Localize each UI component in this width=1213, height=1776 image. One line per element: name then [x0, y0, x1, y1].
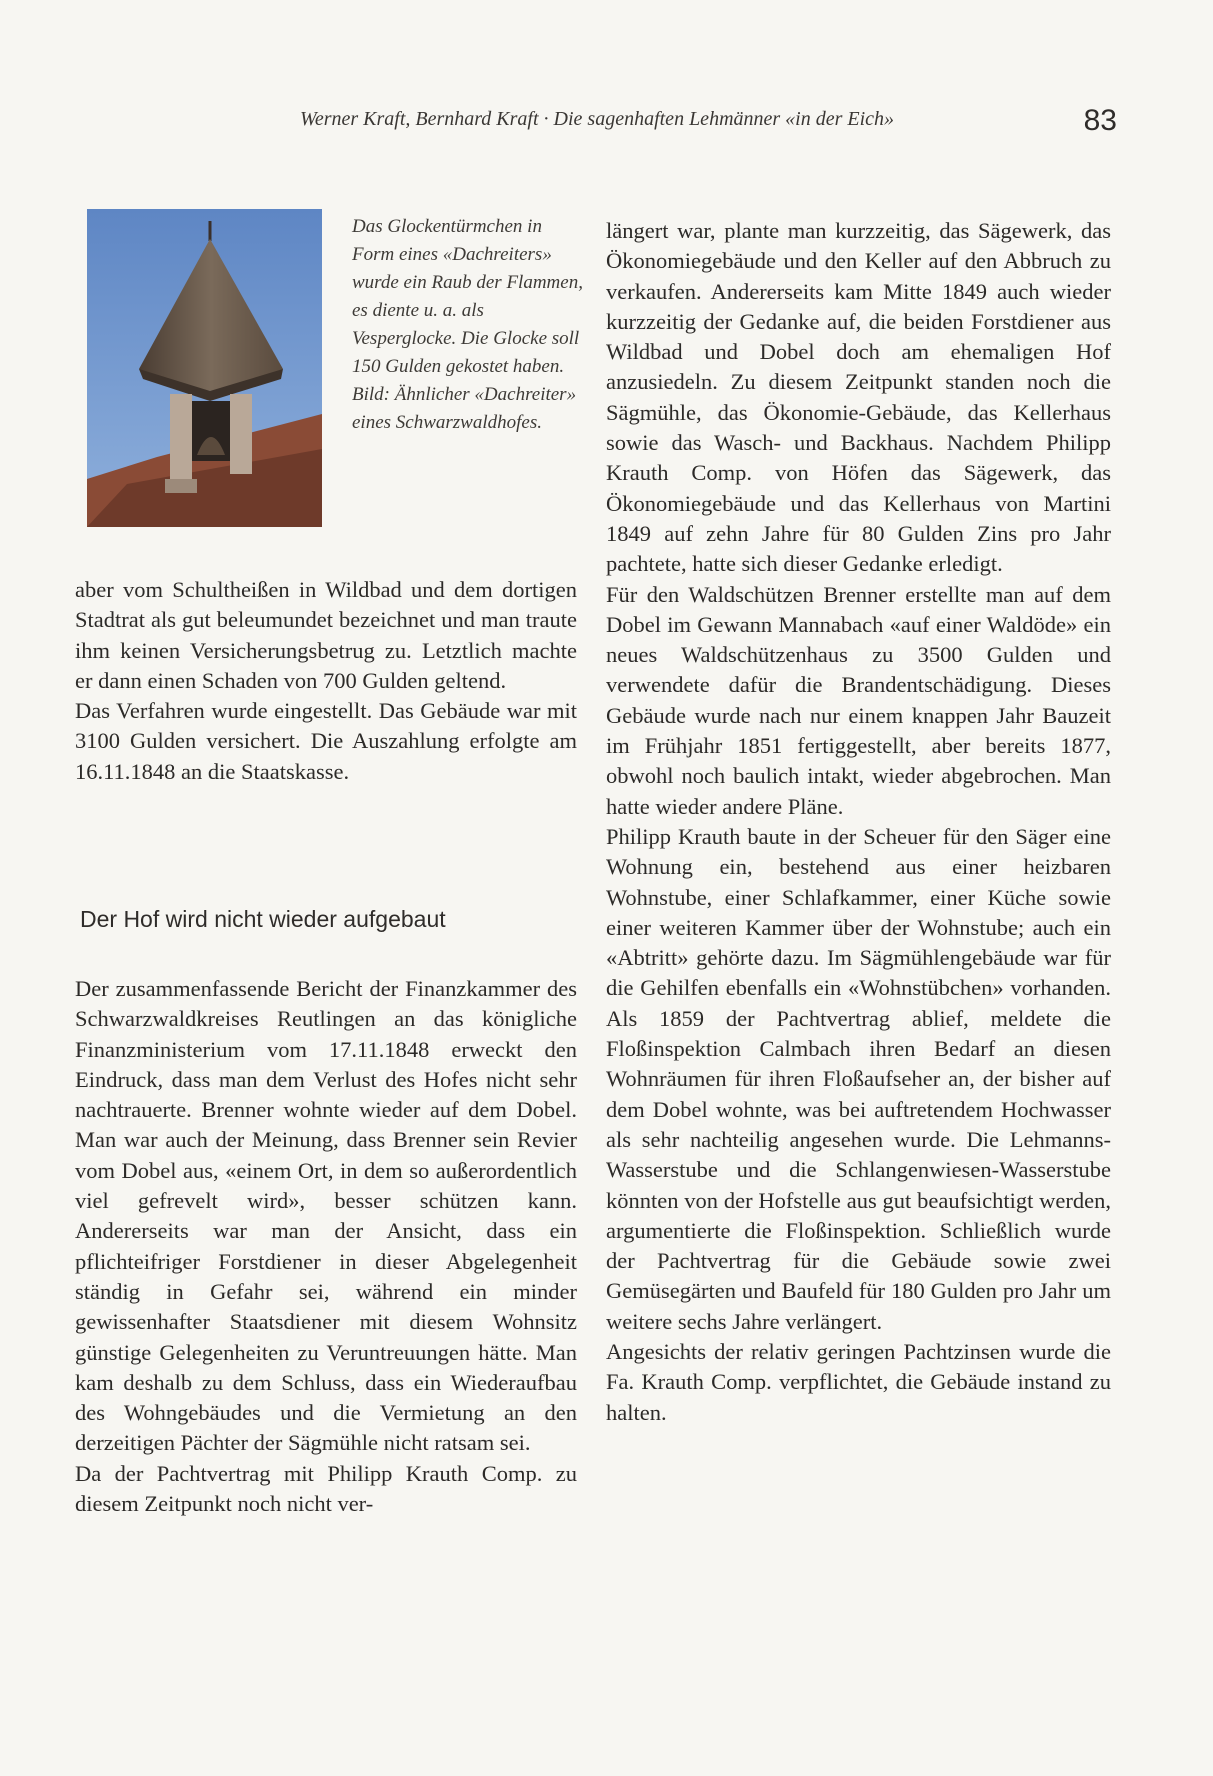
- paragraph: Das Verfahren wurde eingestellt. Das Gebäude war mit 3100 Gulden versichert. Die Auszahlung erfolgte am 16.11.1848 an die Staatskasse.: [75, 698, 577, 784]
- paragraph: Für den Waldschützen Brenner erstellte man auf dem Dobel im Gewann Mannabach «auf einer Waldöde» ein neues Waldschützenhaus zu 3500 Gulden und verwendete dafür die Brandentschädigung. Dieses Gebäude wurde nach nur einem knappen Jahr Bauzeit im Frühjahr 1851 fertiggestellt, aber bereits 1877, obwohl noch baulich intakt, wieder abgebrochen. Man hatte wieder andere Pläne.: [606, 581, 1111, 819]
- section-heading: Der Hof wird nicht wieder aufgebaut: [80, 906, 446, 932]
- paragraph: Da der Pachtvertrag mit Philipp Krauth Comp. zu diesem Zeitpunkt noch nicht ver-: [75, 1460, 577, 1517]
- running-title: Werner Kraft, Bernhard Kraft · Die sagenhaften Lehmänner «in der Eich»: [300, 108, 895, 130]
- paragraph: aber vom Schultheißen in Wildbad und dem dortigen Stadtrat als gut beleumundet bezeichnet und man traute ihm keinen Versicherungsbetrug zu. Letztlich machte er dann einen Schaden von 700 Gulden geltend.: [75, 577, 577, 693]
- page-number: 83: [1083, 104, 1117, 137]
- figure-caption: Das Glockentürmchen in Form eines «Dachreiters» wurde ein Raub der Flammen, es diente u. a. als Vesperglocke. Die Glocke soll 150 Gulden gekostet haben. Bild: Ähnlicher «Dachreiter» eines Schwarzwaldhofes.: [352, 216, 583, 433]
- left-column-top: [75, 575, 577, 787]
- left-column-bottom: [75, 974, 577, 1519]
- paragraph: längert war, plante man kurzzeitig, das Sägewerk, das Ökonomiegebäude und den Keller auf den Abbruch zu verkaufen. Andererseits kam Mitte 1849 auch wieder kurzzeitig der Gedanke auf, die beiden Forstdiener aus Wildbad und Dobel doch am ehemaligen Hof anzusiedeln. Zu diesem Zeitpunkt standen noch die Sägmühle, das Ökonomie-Gebäude, das Kellerhaus sowie das Wasch- und Backhaus. Nachdem Philipp Krauth Comp. von Höfen das Sägewerk, das Ökonomiegebäude und das Kellerhaus von Martini 1849 auf zehn Jahre für 80 Gulden Zins pro Jahr pachtete, hatte sich dieser Gedanke erledigt.: [606, 218, 1111, 577]
- right-column: [606, 216, 1111, 1428]
- paragraph: Philipp Krauth baute in der Scheuer für den Säger eine Wohnung ein, bestehend aus einer heizbaren Wohnstube, einer Schlafkammer, einer Küche sowie einer weiteren Kammer über der Wohnstube; auch ein «Abtritt» gehörte dazu. Im Sägmühlengebäude war für die Gehilfen ebenfalls ein «Wohnstübchen» vorhanden. Als 1859 der Pachtvertrag ablief, meldete die Floßinspektion Calmbach ihren Bedarf an diesen Wohnräumen für ihren Floßaufseher an, der bisher auf dem Dobel wohnte, was bei auftretendem Hochwasser als sehr nachteilig angesehen wurde. Die Lehmanns-Wasserstube und die Schlangenwiesen-Wasserstube könnten von der Hofstelle aus gut beaufsichtigt werden, argumentierte die Floßinspektion. Schließlich wurde der Pachtvertrag für die Gebäude sowie zwei Gemüsegärten und Baufeld für 180 Gulden pro Jahr um weitere sechs Jahre verlängert.: [606, 823, 1111, 1334]
- paragraph: Der zusammenfassende Bericht der Finanzkammer des Schwarzwaldkreises Reutlingen an das königliche Finanzministerium vom 17.11.1848 erweckt den Eindruck, dass man dem Verlust des Hofes nicht sehr nachtrauerte. Brenner wohnte wieder auf dem Dobel. Man war auch der Meinung, dass Brenner sein Revier vom Dobel aus, «einem Ort, in dem so außerordentlich viel gefrevelt wird», besser schützen kann. Andererseits war man der Ansicht, dass ein pflichteifriger Forstdiener in dieser Abgelegenheit ständig in Gefahr sei, während ein minder gewissenhafter Staatsdiener mit diesem Wohnsitz günstige Gelegenheiten zu Veruntreuungen hätte. Man kam deshalb zu dem Schluss, dass ein Wiederaufbau des Wohngebäudes und die Vermietung an den derzeitigen Pächter der Sägmühle nicht ratsam sei.: [75, 976, 577, 1456]
- paragraph: Angesichts der relativ geringen Pachtzinsen wurde die Fa. Krauth Comp. verpflichtet, die Gebäude instand zu halten.: [606, 1338, 1111, 1425]
- bell-turret-photo: [87, 209, 322, 527]
